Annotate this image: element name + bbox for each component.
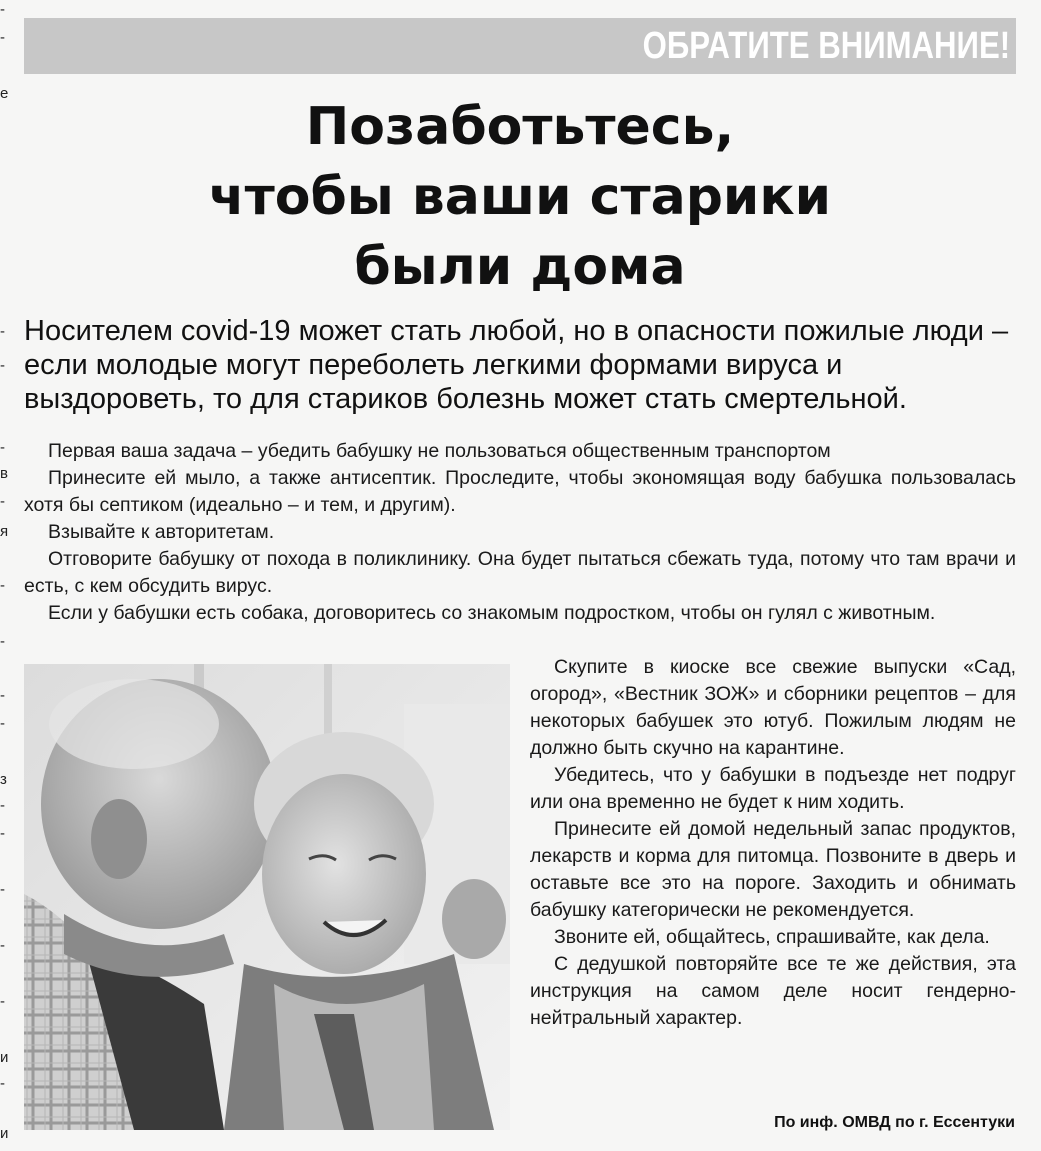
body-paragraph: Принесите ей мыло, а также антисептик. Проследите, чтобы экономящая воду бабушка пользовалась хотя бы септиком (идеально – и тем, и другим).	[24, 467, 1016, 516]
neighbor-column-fragments	[0, 0, 14, 1151]
gutter-fragment: -	[0, 29, 5, 46]
photo-illustration	[24, 664, 510, 1130]
gutter-fragment: -	[0, 881, 5, 898]
article-headline	[24, 92, 1016, 302]
body-paragraph: Скупите в киоске все свежие выпуски «Сад, огород», «Вестник ЗОЖ» и сборники рецептов – для некоторых бабушек это ютуб. Пожилым людям не должно быть скучно на карантине.	[530, 656, 1016, 759]
gutter-fragment: и	[0, 1125, 9, 1142]
gutter-fragment: и	[0, 1049, 9, 1066]
gutter-fragment: -	[0, 993, 5, 1010]
gutter-fragment: -	[0, 1, 5, 18]
article-body-upper	[24, 438, 1016, 627]
body-paragraph: Принесите ей домой недельный запас продуктов, лекарств и корма для питомца. Позвоните в дверь и оставьте все это на пороге. Заходить и обнимать бабушку категорически не рекомендуется.	[530, 818, 1016, 921]
body-paragraph: Взывайте к авторитетам.	[48, 521, 275, 543]
gutter-fragment: -	[0, 1075, 5, 1092]
gutter-fragment: -	[0, 357, 5, 374]
section-banner-label: ОБРАТИТЕ ВНИМАНИЕ!	[642, 25, 1010, 67]
elderly-couple-photo	[24, 664, 510, 1130]
gutter-fragment: -	[0, 937, 5, 954]
gutter-fragment: -	[0, 825, 5, 842]
body-paragraph: С дедушкой повторяйте все те же действия, эта инструкция на самом деле носит гендерно-нейтральный характер.	[530, 953, 1016, 1029]
article-source-credit: По инф. ОМВД по г. Ессентуки	[774, 1114, 1015, 1131]
gutter-fragment: -	[0, 633, 5, 650]
headline-line: были дома	[354, 237, 686, 297]
headline-line: чтобы ваши старики	[208, 167, 832, 227]
gutter-fragment: -	[0, 715, 5, 732]
body-paragraph: Если у бабушки есть собака, договоритесь со знакомым подростком, чтобы он гулял с животным.	[48, 602, 936, 624]
body-paragraph: Отговорите бабушку от похода в поликлинику. Она будет пытаться сбежать туда, потому что там врачи и есть, с кем обсудить вирус.	[24, 548, 1016, 597]
article-body-right-column	[530, 654, 1016, 1032]
gutter-fragment: -	[0, 439, 5, 456]
gutter-fragment: з	[0, 771, 7, 788]
section-banner	[24, 18, 1016, 74]
gutter-fragment: я	[0, 523, 9, 540]
gutter-fragment: в	[0, 465, 8, 482]
gutter-fragment: -	[0, 577, 5, 594]
body-paragraph: Звоните ей, общайтесь, спрашивайте, как дела.	[554, 926, 990, 948]
gutter-fragment: -	[0, 797, 5, 814]
gutter-fragment: -	[0, 493, 5, 510]
article-lead: Носителем covid-19 может стать любой, но в опасности пожилые люди – если молодые могут переболеть легкими формами вируса и выздороветь, то для стариков болезнь может стать смертельной.	[24, 315, 1009, 415]
body-paragraph: Первая ваша задача – убедить бабушку не пользоваться общественным транспортом	[48, 440, 831, 462]
body-paragraph: Убедитесь, что у бабушки в подъезде нет подруг или она временно не будет к ним ходить.	[530, 764, 1016, 813]
gutter-fragment: -	[0, 323, 5, 340]
gutter-fragment: -	[0, 687, 5, 704]
headline-line: Позаботьтесь,	[305, 97, 735, 157]
gutter-fragment: е	[0, 85, 9, 102]
